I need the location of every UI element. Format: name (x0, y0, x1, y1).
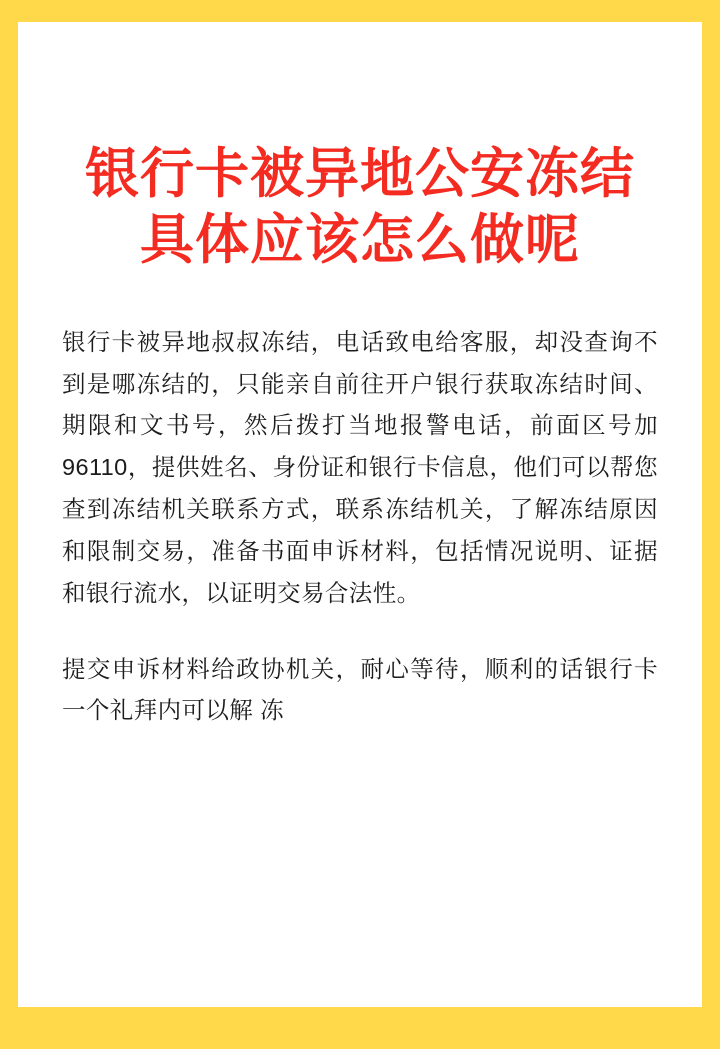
body-paragraph-1: 银行卡被异地叔叔冻结，电话致电给客服，却没查询不到是哪冻结的，只能亲自前往开户银行获取冻结时间、期限和文书号，然后拨打当地报警电话，前面区号加96110，提供姓名、身份证和银行卡信息，他们可以帮您查到冻结机关联系方式，联系冻结机关，了解冻结原因和限制交易，准备书面申诉材料，包括情况说明、证据和银行流水，以证明交易合法性。 (62, 328, 658, 606)
page-title (62, 142, 658, 274)
body-paragraph-2: 提交申诉材料给政协机关，耐心等待，顺利的话银行卡一个礼拜内可以解 冻 (62, 655, 658, 724)
body-text (62, 322, 658, 732)
title-line-1: 银行卡被异地公安冻结 (85, 144, 635, 204)
title-line-2: 具体应该怎么做呢 (140, 209, 580, 270)
content-card (18, 22, 702, 1007)
